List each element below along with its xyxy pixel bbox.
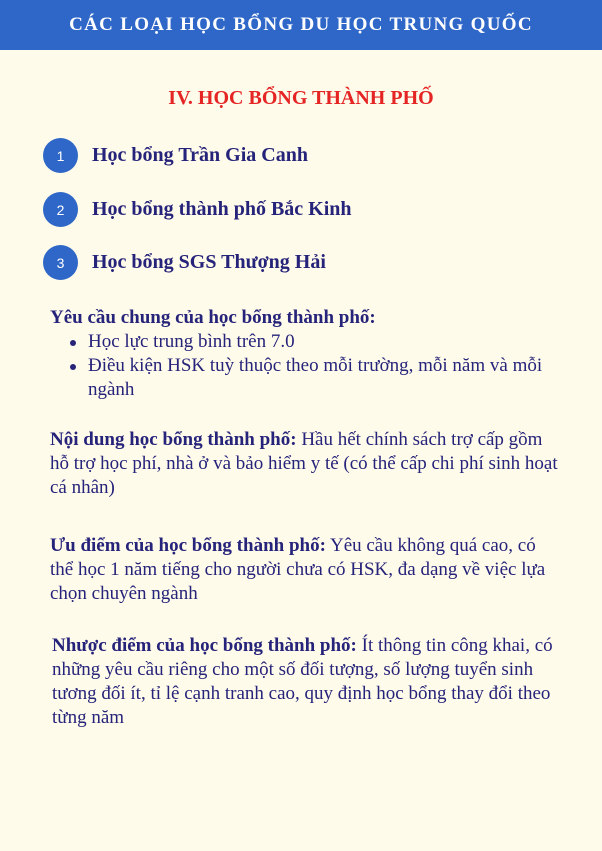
disadvantages-paragraph <box>52 634 562 730</box>
number-badge-1: 1 <box>43 138 78 173</box>
scholarship-label-1: Học bổng Trần Gia Canh <box>92 144 308 166</box>
scholarship-item-2 <box>43 192 352 227</box>
disadvantages-label: Nhược điểm của học bổng thành phố: <box>52 635 357 656</box>
scholarship-item-1 <box>43 138 308 173</box>
content-text: Hầu hết chính sách trợ cấp gồm hỗ trợ học phí, nhà ở và bảo hiểm y tế (có thể cấp chi phí sinh hoạt cá nhân) <box>50 429 558 498</box>
page-header <box>0 0 602 50</box>
requirements-title: Yêu cầu chung của học bổng thành phố: <box>50 307 376 328</box>
scholarship-item-3 <box>43 245 326 280</box>
advantages-label: Ưu điểm của học bổng thành phố: <box>50 535 326 556</box>
requirement-item-2: Điều kiện HSK tuỳ thuộc theo mỗi trường, mỗi năm và mỗi ngành <box>50 354 570 402</box>
scholarship-label-2: Học bổng thành phố Bắc Kinh <box>92 198 352 220</box>
disadvantages-text: Ít thông tin công khai, có những yêu cầu riêng cho một số đối tượng, số lượng tuyển sinh tương đối ít, tỉ lệ cạnh tranh cao, quy định học bổng thay đổi theo từng năm <box>52 635 553 728</box>
section-title: IV. HỌC BỔNG THÀNH PHỐ <box>168 87 434 109</box>
content-paragraph <box>50 428 560 500</box>
advantages-text: Yêu cầu không quá cao, có thể học 1 năm tiếng cho người chưa có HSK, đa dạng về việc lựa chọn chuyên ngành <box>50 535 546 604</box>
scholarship-label-3: Học bổng SGS Thượng Hải <box>92 251 326 273</box>
requirement-item-1: Học lực trung bình trên 7.0 <box>50 330 570 354</box>
advantages-paragraph <box>50 534 560 606</box>
requirements-list <box>50 330 570 402</box>
number-badge-3: 3 <box>43 245 78 280</box>
requirements-block <box>50 306 570 402</box>
header-title: CÁC LOẠI HỌC BỔNG DU HỌC TRUNG QUỐC <box>69 14 533 35</box>
content-label: Nội dung học bổng thành phố: <box>50 429 297 450</box>
number-badge-2: 2 <box>43 192 78 227</box>
